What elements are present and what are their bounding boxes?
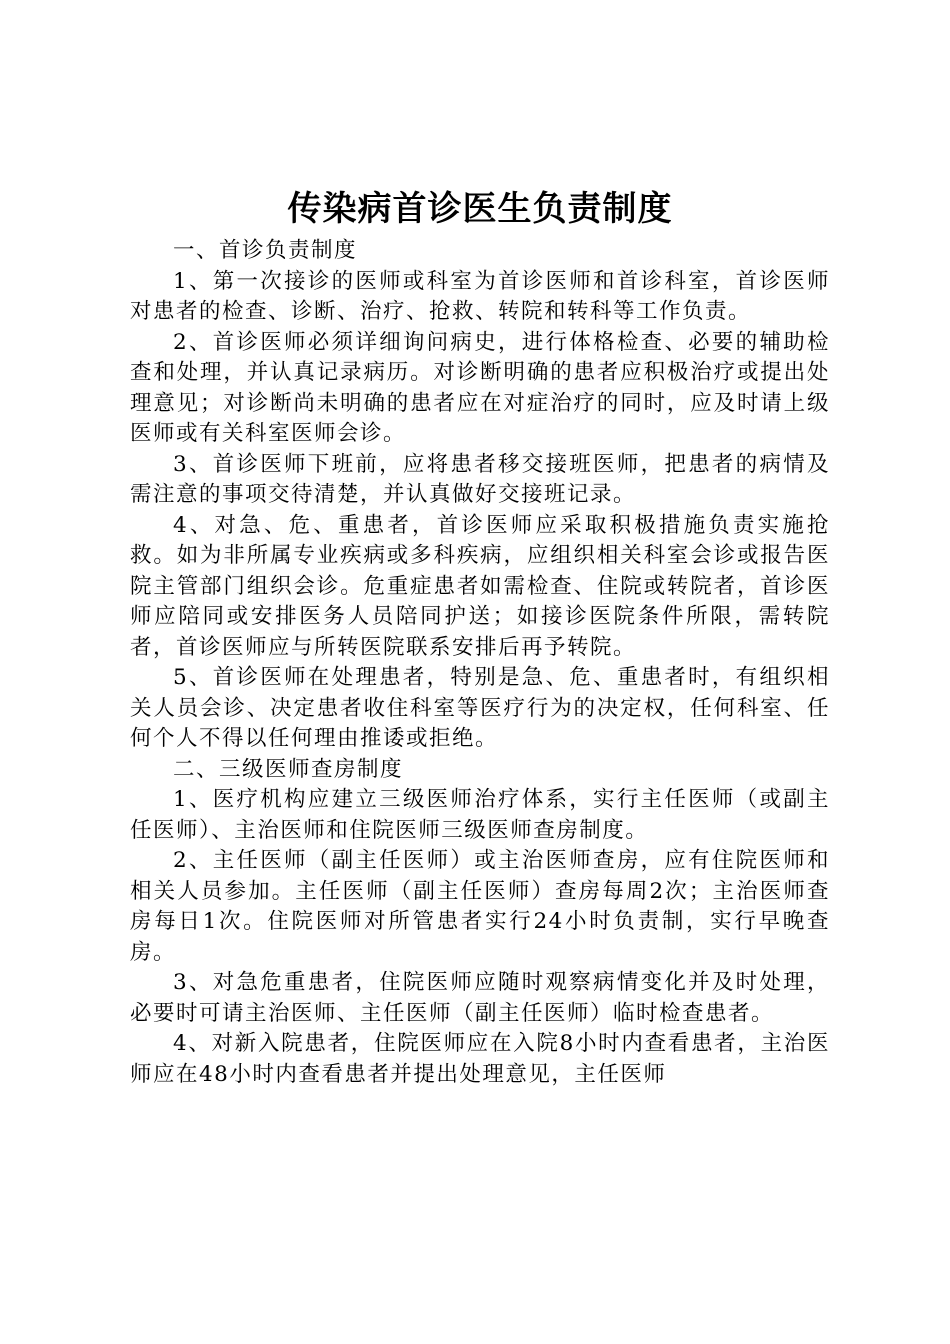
- paragraph: 4、对急、危、重患者，首诊医师应采取积极措施负责实施抢救。如为非所属专业疾病或多科疾病，应组织相关科室会诊或报告医院主管部门组织会诊。危重症患者如需检查、住院或转院者，首诊医师应陪同或安排医务人员陪同护送；如接诊医院条件所限，需转院者，首诊医师应与所转医院联系安排后再予转院。: [130, 512, 830, 660]
- paragraph: 1、医疗机构应建立三级医师治疗体系，实行主任医师（或副主任医师）、主治医师和住院医师三级医师查房制度。: [130, 787, 830, 843]
- paragraph: 1、第一次接诊的医师或科室为首诊医师和首诊科室，首诊医师对患者的检查、诊断、治疗、抢救、转院和转科等工作负责。: [130, 268, 830, 324]
- section-heading-first-visit: 一、首诊负责制度: [173, 238, 358, 263]
- paragraph: 2、主任医师（副主任医师）或主治医师查房，应有住院医师和相关人员参加。主任医师（副主任医师）查房每周2次；主治医师查房每日1次。住院医师对所管患者实行24小时负责制，实行早晚查房。: [130, 848, 830, 965]
- paragraph: 4、对新入院患者，住院医师应在入院8小时内查看患者，主治医师应在48小时内查看患者并提出处理意见，主任医师: [130, 1031, 830, 1087]
- paragraph: 2、首诊医师必须详细询问病史，进行体格检查、必要的辅助检查和处理，并认真记录病历。对诊断明确的患者应积极治疗或提出处理意见；对诊断尚未明确的患者应在对症治疗的同时，应及时请上级医师或有关科室医师会诊。: [130, 329, 830, 446]
- paragraph: 5、首诊医师在处理患者，特别是急、危、重患者时，有组织相关人员会诊、决定患者收住科室等医疗行为的决定权，任何科室、任何个人不得以任何理由推诿或拒绝。: [130, 665, 830, 751]
- paragraph: 3、对急危重患者，住院医师应随时观察病情变化并及时处理，必要时可请主治医师、主任医师（副主任医师）临时检查患者。: [130, 970, 830, 1026]
- document-page: [130, 182, 830, 1090]
- section-heading-ward-rounds: 二、三级医师查房制度: [173, 756, 404, 782]
- document-title: 传染病首诊医生负责制度: [287, 189, 673, 229]
- paragraph: 3、首诊医师下班前，应将患者移交接班医师，把患者的病情及需注意的事项交待清楚，并认真做好交接班记录。: [130, 451, 830, 507]
